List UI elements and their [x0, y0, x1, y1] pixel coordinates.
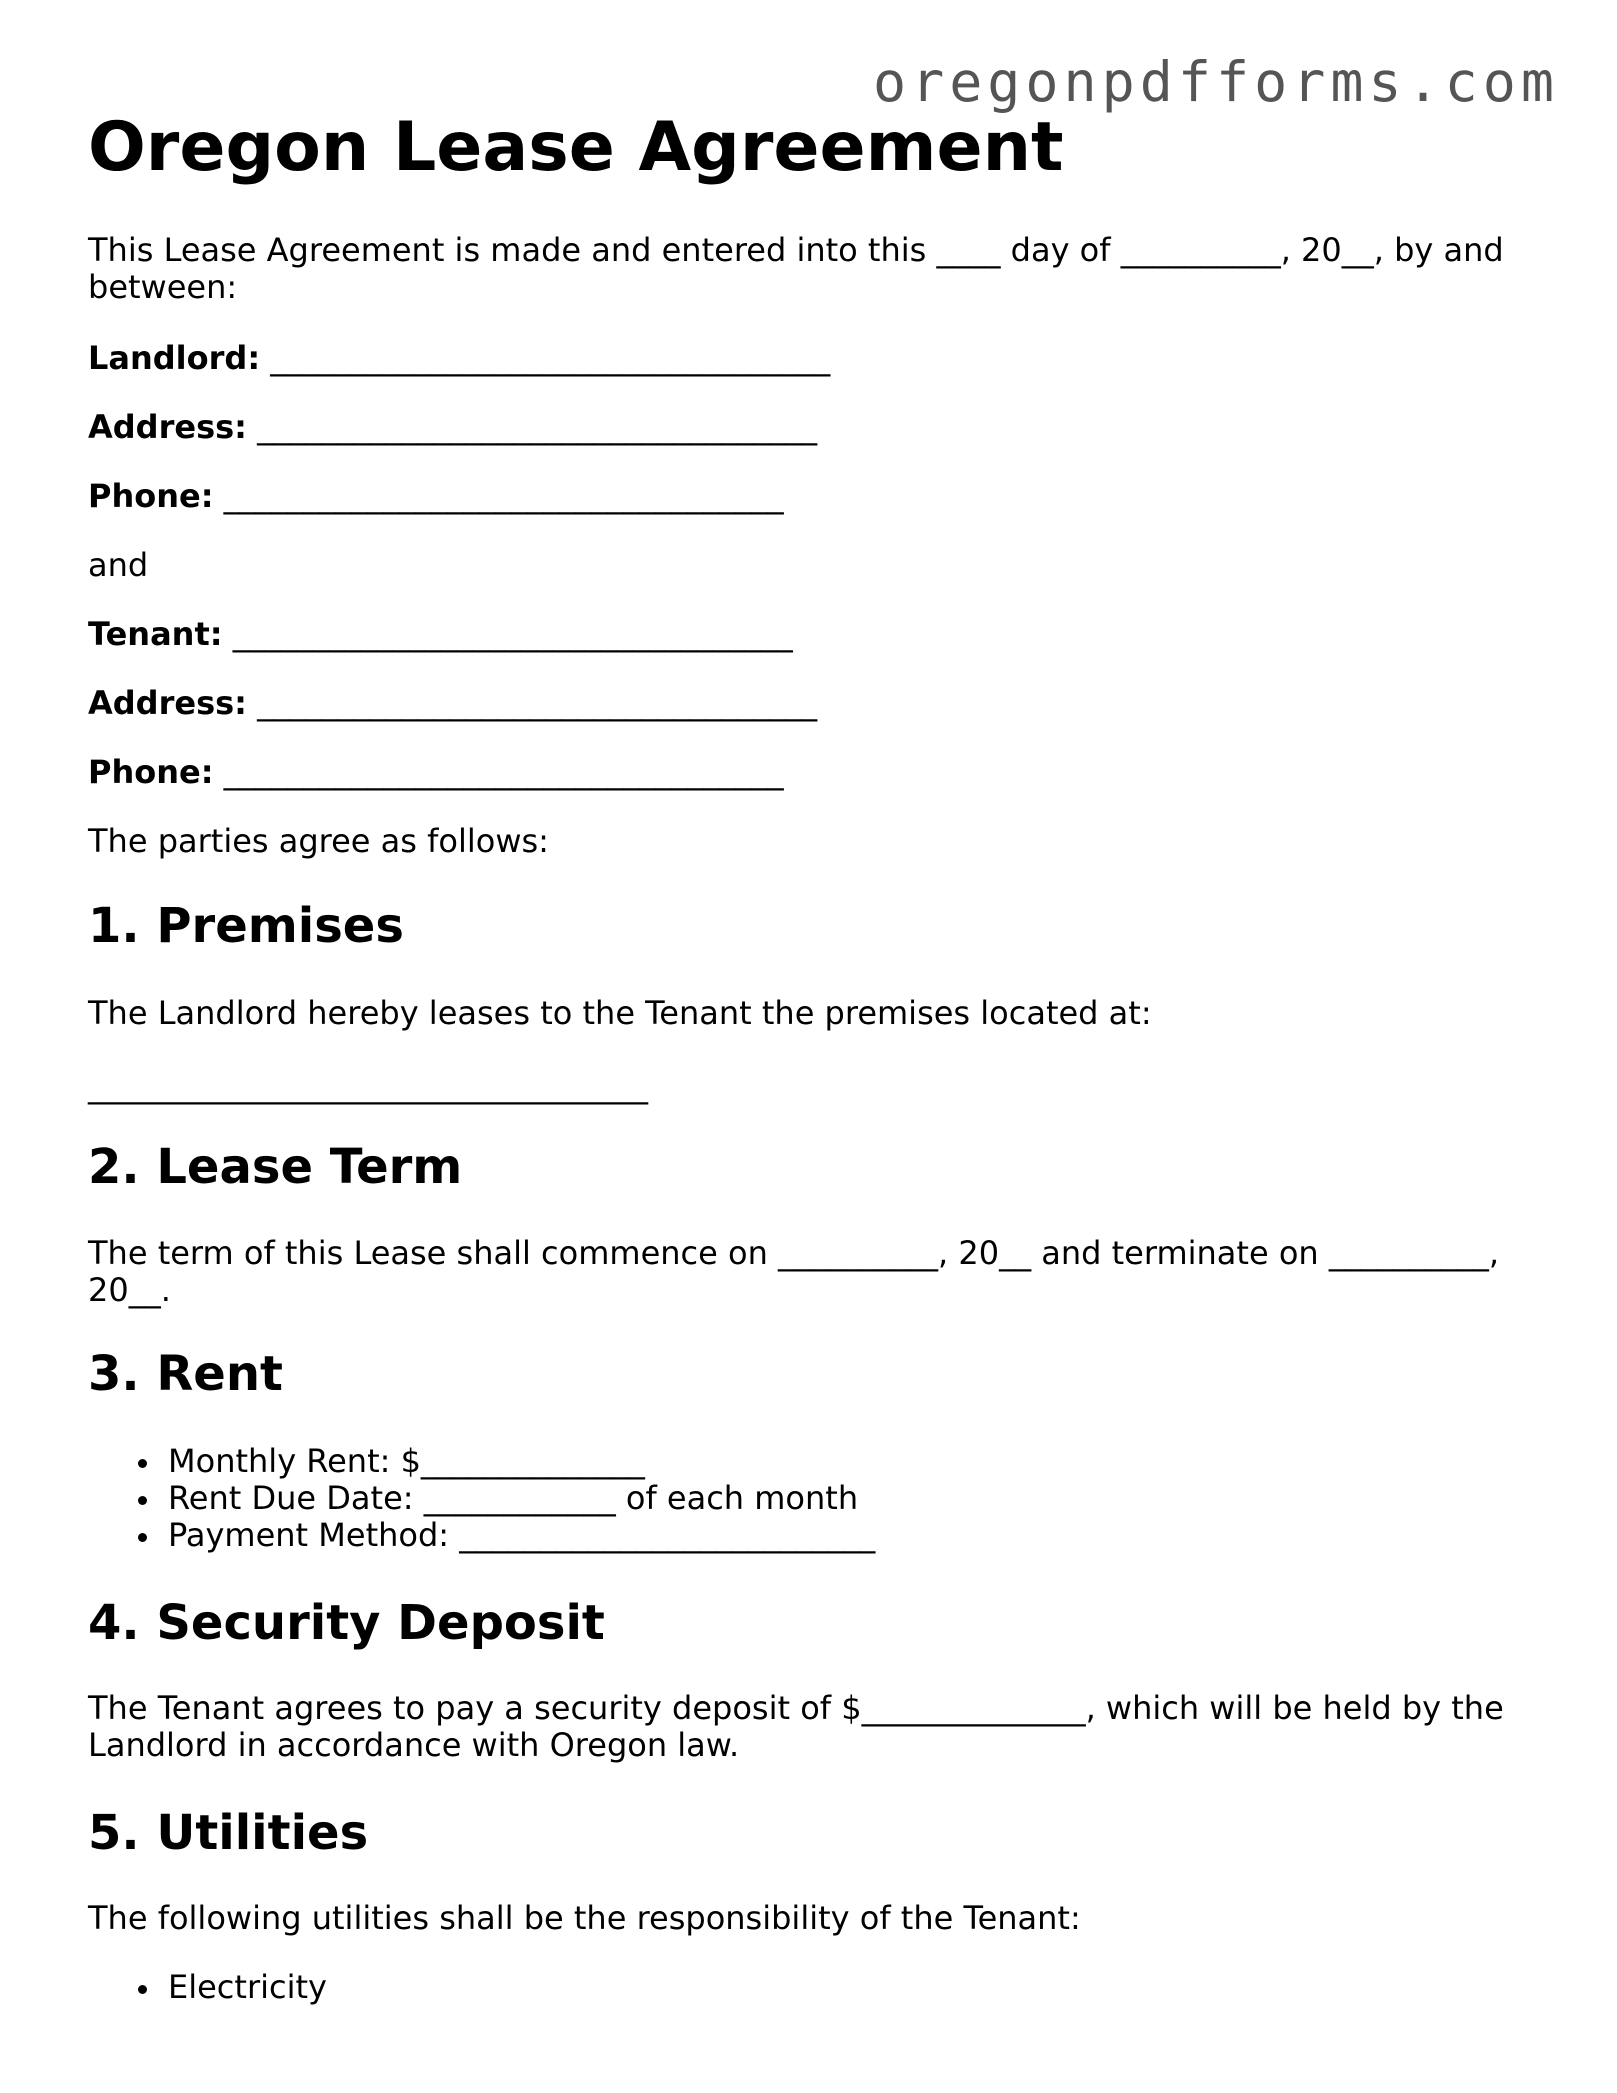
security-deposit-text: The Tenant agrees to pay a security deposit of $______________, which will be held by the Landlord in accordance with Oregon law. — [88, 1689, 1504, 1764]
intro-paragraph: This Lease Agreement is made and entered into this ____ day of __________, 20__, by and between: — [88, 231, 1504, 306]
utilities-text: The following utilities shall be the responsibility of the Tenant: — [88, 1899, 1081, 1937]
landlord-address-label: Address: — [88, 408, 247, 446]
tenant-address-line — [88, 685, 817, 722]
premises-address-blank[interactable]: ___________________________________ — [88, 1067, 648, 1105]
utilities-item: Electricity — [168, 1968, 327, 2006]
landlord-phone-label: Phone: — [88, 477, 214, 515]
parties-agree-text: The parties agree as follows: — [88, 822, 549, 860]
section-premises-heading: 1. Premises — [88, 898, 404, 954]
tenant-phone-blank[interactable]: ___________________________________ — [213, 753, 784, 791]
rent-monthly-item[interactable]: Monthly Rent: $______________ — [168, 1443, 875, 1480]
section-security-deposit-heading: 4. Security Deposit — [88, 1595, 605, 1651]
tenant-name-blank[interactable]: ___________________________________ — [222, 615, 793, 653]
rent-payment-method-item[interactable]: Payment Method: __________________________ — [168, 1516, 876, 1554]
tenant-name-line — [88, 616, 793, 653]
tenant-name-label: Tenant: — [88, 615, 223, 653]
tenant-address-blank[interactable]: ___________________________________ — [246, 684, 818, 722]
landlord-name-blank[interactable]: ___________________________________ — [260, 339, 831, 377]
tenant-phone-label: Phone: — [88, 753, 214, 791]
landlord-phone-line — [88, 478, 784, 515]
lease-term-text: The term of this Lease shall commence on __________, 20__ and terminate on __________, 20__. — [88, 1234, 1500, 1309]
section-lease-term-heading: 2. Lease Term — [88, 1139, 463, 1195]
and-text: and — [88, 546, 149, 584]
document-title: Oregon Lease Agreement — [88, 108, 1064, 187]
section-utilities-heading: 5. Utilities — [88, 1805, 369, 1861]
tenant-address-label: Address: — [88, 684, 247, 722]
premises-text: The Landlord hereby leases to the Tenant the premises located at: — [88, 994, 1152, 1032]
tenant-phone-line — [88, 754, 784, 791]
rent-list — [88, 1443, 875, 1554]
landlord-name-line — [88, 340, 830, 377]
landlord-address-line — [88, 409, 817, 446]
watermark: oregonpdfforms.com — [872, 50, 1559, 114]
landlord-address-blank[interactable]: ___________________________________ — [246, 408, 818, 446]
landlord-phone-blank[interactable]: ___________________________________ — [213, 477, 784, 515]
utilities-list — [88, 1969, 327, 2006]
rent-due-date-item[interactable]: Rent Due Date: ____________ of each month — [168, 1480, 875, 1517]
landlord-name-label: Landlord: — [88, 339, 261, 377]
section-rent-heading: 3. Rent — [88, 1346, 283, 1402]
